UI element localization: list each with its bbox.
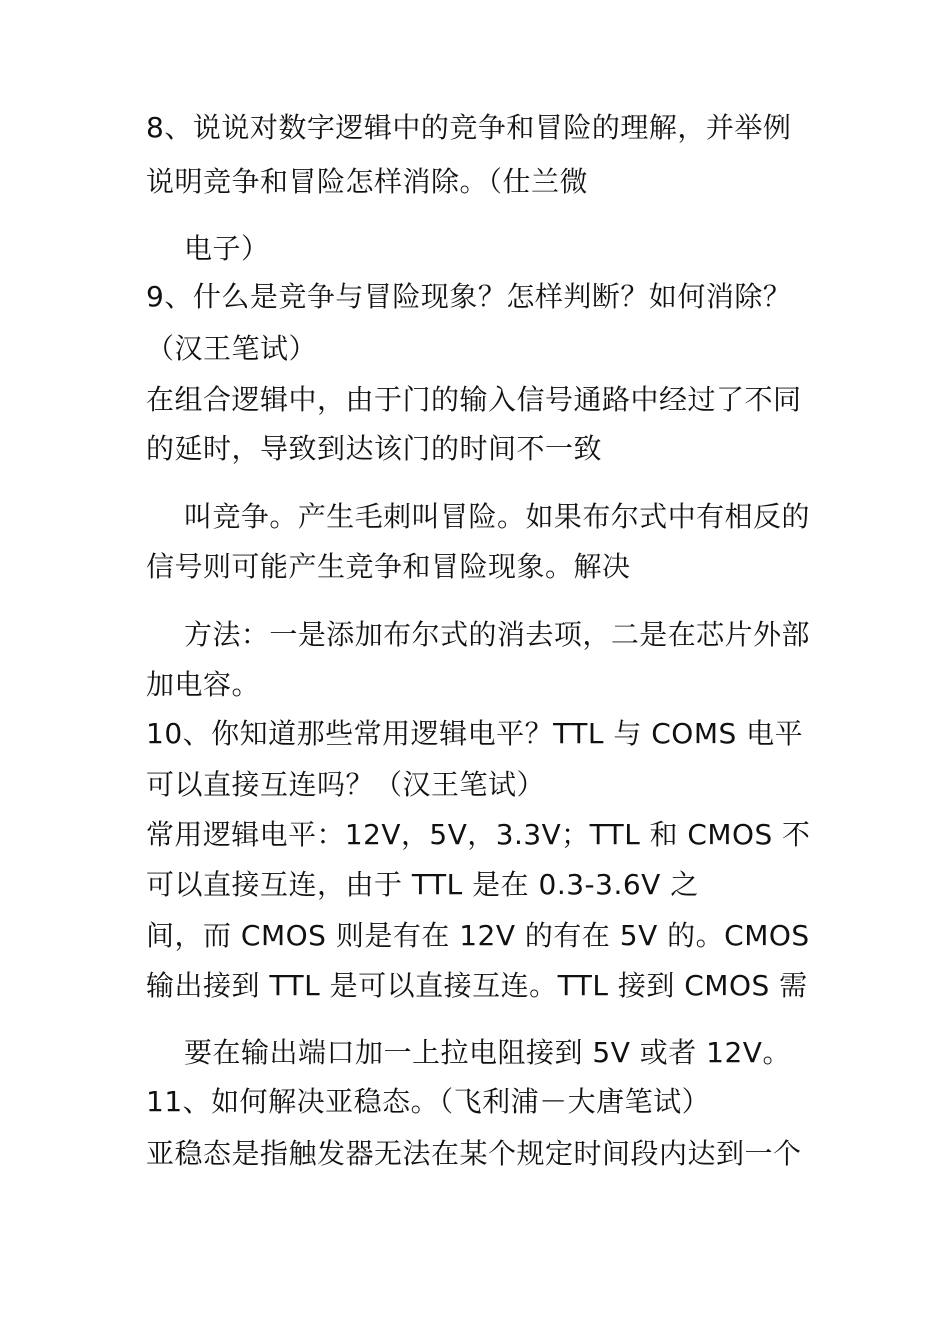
text-line: 加电容。 [146,668,261,701]
text-line: 可以直接互连吗？（汉王笔试） [146,768,546,801]
text-line: 说明竞争和冒险怎样消除。（仕兰微 [146,165,589,198]
text-line: 方法：一是添加布尔式的消去项，二是在芯片外部 [184,618,811,651]
text-line: 10、你知道那些常用逻辑电平？TTL 与 COMS 电平 [146,717,804,750]
text-line: 9、什么是竞争与冒险现象？怎样判断？如何消除？ [146,280,792,313]
text-line: 8、说说对数字逻辑中的竞争和冒险的理解，并举例 [146,111,792,144]
text-line: 可以直接互连，由于 TTL 是在 0.3-3.6V 之 [146,868,699,901]
text-line: 的延时，导致到达该门的时间不一致 [146,432,603,465]
text-line: 在组合逻辑中，由于门的输入信号通路中经过了不同 [146,383,802,416]
text-line: 亚稳态是指触发器无法在某个规定时间段内达到一个 [146,1137,802,1170]
text-line: 常用逻辑电平：12V，5V，3.3V；TTL 和 CMOS 不 [146,818,811,851]
text-line: 电子） [184,232,270,265]
text-line: 信号则可能产生竞争和冒险现象。解决 [146,550,631,583]
text-line: 叫竞争。产生毛刺叫冒险。如果布尔式中有相反的 [184,500,811,533]
text-line: （汉王笔试） [146,332,318,365]
text-line: 间，而 CMOS 则是有在 12V 的有在 5V 的。CMOS [146,919,810,952]
text-line: 11、如何解决亚稳态。（飞利浦－大唐笔试） [146,1085,711,1118]
text-line: 输出接到 TTL 是可以直接互连。TTL 接到 CMOS 需 [146,969,808,1002]
text-line: 要在输出端口加一上拉电阻接到 5V 或者 12V。 [184,1036,791,1069]
